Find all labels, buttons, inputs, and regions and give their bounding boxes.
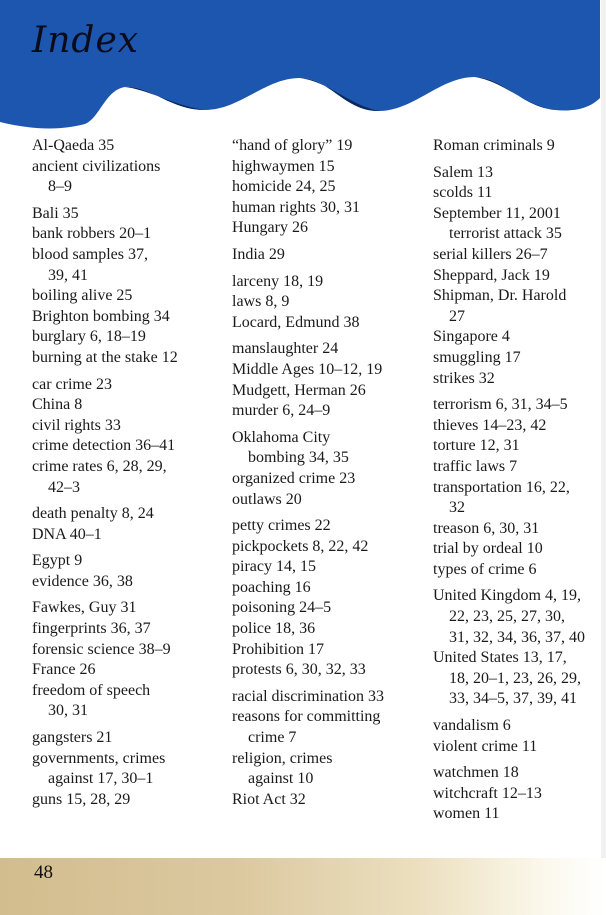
index-entry bbox=[232, 516, 422, 537]
index-letter-group bbox=[32, 204, 222, 369]
index-entry-text: forensic science 38–9 bbox=[32, 640, 171, 658]
index-entry-text: Al-Qaeda 35 bbox=[32, 137, 115, 154]
index-entry bbox=[232, 198, 422, 219]
index-entry-text: organized crime 23 bbox=[232, 469, 356, 487]
index-entry-text: burglary 6, 18–19 bbox=[32, 328, 146, 346]
index-entry bbox=[232, 619, 422, 640]
index-entry-text: murder 6, 24–9 bbox=[232, 402, 331, 420]
page-number: 48 bbox=[34, 862, 53, 883]
index-entry bbox=[232, 177, 422, 198]
index-letter-group bbox=[433, 763, 606, 825]
index-entry-text: Brighton bombing 34 bbox=[32, 307, 170, 325]
index-entry-continuation: 32 bbox=[449, 499, 465, 517]
index-entry bbox=[433, 395, 606, 416]
index-entry bbox=[32, 660, 222, 681]
index-entry bbox=[32, 286, 222, 307]
index-entry-text: Egypt 9 bbox=[32, 552, 83, 570]
index-entry-text: violent crime 11 bbox=[433, 737, 538, 755]
index-entry-text: car crime 23 bbox=[32, 375, 112, 393]
index-entry bbox=[433, 519, 606, 540]
index-entry bbox=[433, 804, 606, 825]
index-letter-group bbox=[433, 716, 606, 757]
index-entry-continuation: 39, 41 bbox=[48, 266, 88, 284]
index-entry-text: India 29 bbox=[232, 245, 285, 263]
index-entry bbox=[433, 204, 606, 245]
index-letter-group bbox=[232, 516, 422, 681]
index-entry-text: crime rates 6, 28, 29, bbox=[32, 457, 167, 475]
index-letter-group bbox=[232, 687, 422, 811]
index-entry bbox=[232, 598, 422, 619]
index-letter-group bbox=[232, 136, 422, 239]
index-entry bbox=[232, 157, 422, 178]
index-entry-text: guns 15, 28, 29 bbox=[32, 790, 131, 808]
index-entry-continuation: 31, 32, 34, 36, 37, 40 bbox=[449, 628, 585, 646]
index-entry bbox=[232, 578, 422, 599]
index-entry-text: ancient civilizations bbox=[32, 157, 161, 175]
index-entry-text: Middle Ages 10–12, 19 bbox=[232, 360, 383, 378]
index-entry bbox=[32, 790, 222, 811]
index-entry bbox=[32, 204, 222, 225]
index-entry-text: manslaughter 24 bbox=[232, 340, 339, 358]
index-entry bbox=[433, 716, 606, 737]
index-entry bbox=[232, 218, 422, 239]
index-entry-text: police 18, 36 bbox=[232, 620, 316, 638]
index-entry-text: burning at the stake 12 bbox=[32, 348, 178, 366]
index-entry-text: fingerprints 36, 37 bbox=[32, 620, 151, 638]
index-entry-text: Fawkes, Guy 31 bbox=[32, 599, 137, 617]
index-entry-text: Hungary 26 bbox=[232, 219, 308, 237]
index-entry-text: strikes 32 bbox=[433, 369, 495, 387]
index-entry-text: boiling alive 25 bbox=[32, 287, 133, 305]
index-entry bbox=[32, 598, 222, 619]
index-entry bbox=[433, 586, 606, 648]
index-entry-text: Singapore 4 bbox=[433, 328, 510, 346]
index-entry-continuation: 30, 31 bbox=[48, 702, 88, 720]
index-entry bbox=[433, 648, 606, 710]
index-entry bbox=[232, 136, 422, 157]
index-entry bbox=[232, 339, 422, 360]
index-entry-text: religion, crimes bbox=[232, 749, 333, 767]
index-entry bbox=[232, 245, 422, 266]
index-entry-text: Prohibition 17 bbox=[232, 640, 325, 658]
index-entry-text: Roman criminals 9 bbox=[433, 137, 555, 154]
index-entry bbox=[433, 266, 606, 287]
index-letter-group bbox=[433, 395, 606, 580]
index-entry bbox=[32, 749, 222, 790]
index-entry-continuation: crime 7 bbox=[248, 729, 297, 747]
index-entry-continuation: 8–9 bbox=[48, 178, 72, 196]
index-entry bbox=[433, 327, 606, 348]
index-entry-text: serial killers 26–7 bbox=[433, 245, 548, 263]
index-letter-group bbox=[232, 428, 422, 510]
index-letter-group bbox=[232, 245, 422, 266]
index-entry bbox=[433, 183, 606, 204]
index-entry bbox=[433, 163, 606, 184]
index-letter-group bbox=[32, 375, 222, 499]
index-entry-text: types of crime 6 bbox=[433, 560, 537, 578]
page-title: Index bbox=[32, 20, 140, 61]
index-entry bbox=[32, 348, 222, 369]
index-entry bbox=[232, 707, 422, 748]
index-entry-text: piracy 14, 15 bbox=[232, 558, 316, 576]
index-entry-text: China 8 bbox=[32, 396, 83, 414]
index-entry-text: Mudgett, Herman 26 bbox=[232, 381, 366, 399]
index-entry-text: larceny 18, 19 bbox=[232, 272, 324, 290]
index-entry-text: laws 8, 9 bbox=[232, 293, 290, 311]
index-entry bbox=[232, 401, 422, 422]
index-entry bbox=[32, 436, 222, 457]
index-entry bbox=[32, 728, 222, 749]
index-entry-continuation: against 10 bbox=[248, 770, 314, 788]
index-entry-text: Bali 35 bbox=[32, 204, 79, 222]
index-entry bbox=[232, 749, 422, 790]
index-entry-text: human rights 30, 31 bbox=[232, 198, 360, 216]
index-entry bbox=[32, 327, 222, 348]
index-entry-text: trial by ordeal 10 bbox=[433, 540, 543, 558]
index-entry-text: Salem 13 bbox=[433, 163, 493, 181]
index-letter-group bbox=[32, 728, 222, 810]
index-entry-text: freedom of speech bbox=[32, 681, 151, 699]
index-entry-text: racial discrimination 33 bbox=[232, 687, 384, 705]
index-entry-continuation: terrorist attack 35 bbox=[449, 225, 562, 243]
index-entry bbox=[232, 687, 422, 708]
index-entry bbox=[232, 272, 422, 293]
index-entry-text: France 26 bbox=[32, 661, 96, 679]
index-entry bbox=[232, 490, 422, 511]
index-entry bbox=[32, 640, 222, 661]
index-entry bbox=[433, 136, 606, 157]
index-entry bbox=[32, 224, 222, 245]
index-entry-text: women 11 bbox=[433, 805, 500, 823]
index-entry bbox=[433, 539, 606, 560]
index-entry-continuation: 33, 34–5, 37, 39, 41 bbox=[449, 690, 577, 708]
index-letter-group bbox=[32, 598, 222, 722]
index-entry bbox=[433, 784, 606, 805]
index-entry-text: watchmen 18 bbox=[433, 764, 519, 782]
index-entry bbox=[32, 307, 222, 328]
index-entry-text: homicide 24, 25 bbox=[232, 178, 336, 196]
index-entry-text: poaching 16 bbox=[232, 578, 311, 596]
index-entry bbox=[32, 395, 222, 416]
index-entry bbox=[232, 381, 422, 402]
index-entry bbox=[32, 504, 222, 525]
index-entry bbox=[32, 157, 222, 198]
index-entry-text: smuggling 17 bbox=[433, 348, 521, 366]
index-entry-text: DNA 40–1 bbox=[32, 525, 102, 543]
index-entry-text: gangsters 21 bbox=[32, 729, 113, 747]
index-entry-text: torture 12, 31 bbox=[433, 437, 520, 455]
index-entry bbox=[433, 436, 606, 457]
index-entry bbox=[433, 245, 606, 266]
index-entry-text: United Kingdom 4, 19, bbox=[433, 587, 581, 605]
index-entry-text: civil rights 33 bbox=[32, 416, 121, 434]
index-column-3 bbox=[433, 136, 606, 831]
index-entry bbox=[32, 245, 222, 286]
index-entry bbox=[232, 640, 422, 661]
index-entry-text: Riot Act 32 bbox=[232, 790, 306, 808]
index-entry-text: United States 13, 17, bbox=[433, 649, 567, 667]
index-letter-group bbox=[232, 272, 422, 334]
index-entry-continuation: 18, 20–1, 23, 26, 29, bbox=[449, 669, 581, 687]
footer-band bbox=[0, 858, 606, 915]
index-entry-text: “hand of glory” 19 bbox=[232, 137, 353, 154]
index-entry bbox=[433, 416, 606, 437]
index-entry-text: crime detection 36–41 bbox=[32, 437, 176, 455]
index-entry bbox=[232, 292, 422, 313]
index-entry-continuation: 22, 23, 25, 27, 30, bbox=[449, 608, 565, 626]
index-entry-text: outlaws 20 bbox=[232, 490, 302, 508]
index-entry-text: petty crimes 22 bbox=[232, 517, 331, 535]
index-letter-group bbox=[232, 339, 422, 421]
index-letter-group bbox=[32, 551, 222, 592]
index-entry-text: poisoning 24–5 bbox=[232, 599, 332, 617]
index-entry-continuation: bombing 34, 35 bbox=[248, 449, 349, 467]
index-entry bbox=[32, 457, 222, 498]
index-entry bbox=[232, 313, 422, 334]
index-entry bbox=[232, 537, 422, 558]
index-entry bbox=[433, 737, 606, 758]
index-entry bbox=[32, 619, 222, 640]
index-entry-text: reasons for committing bbox=[232, 708, 381, 726]
index-entry bbox=[433, 348, 606, 369]
index-entry-text: pickpockets 8, 22, 42 bbox=[232, 537, 369, 555]
index-entry-text: blood samples 37, bbox=[32, 245, 148, 263]
index-entry bbox=[433, 763, 606, 784]
index-entry bbox=[232, 557, 422, 578]
index-letter-group bbox=[433, 136, 606, 157]
index-letter-group bbox=[32, 136, 222, 198]
index-entry-text: Sheppard, Jack 19 bbox=[433, 266, 550, 284]
index-entry-text: Shipman, Dr. Harold bbox=[433, 287, 567, 305]
index-entry bbox=[32, 416, 222, 437]
index-entry bbox=[32, 551, 222, 572]
index-entry-text: death penalty 8, 24 bbox=[32, 505, 154, 523]
index-entry bbox=[433, 369, 606, 390]
index-entry bbox=[32, 136, 222, 157]
index-entry bbox=[32, 375, 222, 396]
index-entry-text: governments, crimes bbox=[32, 749, 166, 767]
index-entry-text: evidence 36, 38 bbox=[32, 572, 133, 590]
index-entry bbox=[433, 478, 606, 519]
index-entry-text: terrorism 6, 31, 34–5 bbox=[433, 396, 568, 414]
index-entry bbox=[232, 790, 422, 811]
index-entry-text: bank robbers 20–1 bbox=[32, 225, 152, 243]
index-entry-text: treason 6, 30, 31 bbox=[433, 519, 540, 537]
index-entry-text: September 11, 2001 bbox=[433, 204, 561, 222]
index-entry-text: vandalism 6 bbox=[433, 717, 511, 735]
index-entry-text: transportation 16, 22, bbox=[433, 478, 570, 496]
index-entry bbox=[232, 660, 422, 681]
index-column-2 bbox=[232, 136, 422, 816]
index-entry bbox=[32, 681, 222, 722]
index-entry-text: highwaymen 15 bbox=[232, 157, 335, 175]
index-entry-continuation: 42–3 bbox=[48, 478, 80, 496]
index-entry-text: Locard, Edmund 38 bbox=[232, 313, 360, 331]
index-entry-continuation: against 17, 30–1 bbox=[48, 770, 154, 788]
index-entry-text: Oklahoma City bbox=[232, 428, 331, 446]
index-letter-group bbox=[433, 586, 606, 710]
index-column-1 bbox=[32, 136, 222, 816]
index-letter-group bbox=[433, 163, 606, 390]
index-entry bbox=[232, 428, 422, 469]
index-entry bbox=[232, 469, 422, 490]
index-entry bbox=[433, 286, 606, 327]
index-entry-continuation: 27 bbox=[449, 307, 465, 325]
index-entry-text: protests 6, 30, 32, 33 bbox=[232, 661, 366, 679]
index-letter-group bbox=[32, 504, 222, 545]
index-entry bbox=[232, 360, 422, 381]
index-entry-text: scolds 11 bbox=[433, 184, 493, 202]
index-entry-text: traffic laws 7 bbox=[433, 457, 518, 475]
index-entry bbox=[32, 525, 222, 546]
index-entry-text: witchcraft 12–13 bbox=[433, 784, 542, 802]
index-entry bbox=[32, 572, 222, 593]
index-entry bbox=[433, 560, 606, 581]
index-entry-text: thieves 14–23, 42 bbox=[433, 416, 547, 434]
index-entry bbox=[433, 457, 606, 478]
